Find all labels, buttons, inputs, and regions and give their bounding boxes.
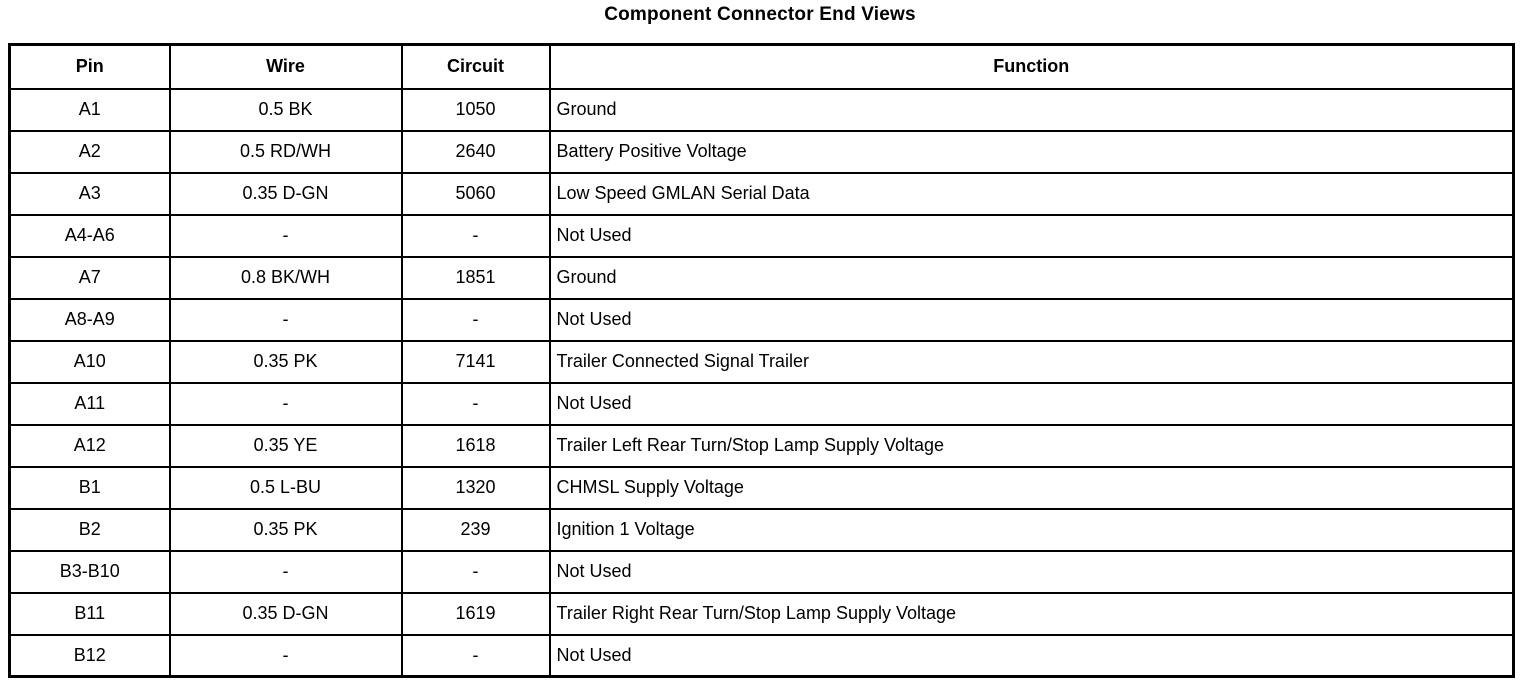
- table-body: [10, 89, 1514, 677]
- table-row: [10, 299, 1514, 341]
- cell-wire: -: [170, 635, 402, 677]
- cell-wire: 0.5 RD/WH: [170, 131, 402, 173]
- cell-circuit: 7141: [402, 341, 550, 383]
- cell-circuit: -: [402, 551, 550, 593]
- table-row: [10, 173, 1514, 215]
- cell-circuit: 1619: [402, 593, 550, 635]
- connector-table-container: [8, 43, 1512, 678]
- column-header-wire: Wire: [170, 45, 402, 89]
- cell-pin: A12: [10, 425, 170, 467]
- cell-wire: 0.8 BK/WH: [170, 257, 402, 299]
- cell-function: Not Used: [550, 551, 1514, 593]
- column-header-function: Function: [550, 45, 1514, 89]
- cell-wire: 0.35 D-GN: [170, 593, 402, 635]
- cell-pin: A7: [10, 257, 170, 299]
- cell-wire: -: [170, 383, 402, 425]
- cell-wire: 0.35 PK: [170, 341, 402, 383]
- page-title: Component Connector End Views: [604, 4, 916, 25]
- cell-pin: B2: [10, 509, 170, 551]
- table-row: [10, 467, 1514, 509]
- cell-pin: B12: [10, 635, 170, 677]
- table-header-row: [10, 45, 1514, 89]
- table-row: [10, 257, 1514, 299]
- cell-function: Not Used: [550, 635, 1514, 677]
- cell-function: Trailer Right Rear Turn/Stop Lamp Supply Voltage: [550, 593, 1514, 635]
- cell-function: Not Used: [550, 383, 1514, 425]
- cell-pin: B3-B10: [10, 551, 170, 593]
- cell-function: Ground: [550, 89, 1514, 131]
- cell-circuit: -: [402, 383, 550, 425]
- table-row: [10, 89, 1514, 131]
- cell-pin: A1: [10, 89, 170, 131]
- cell-wire: 0.35 YE: [170, 425, 402, 467]
- cell-function: Trailer Connected Signal Trailer: [550, 341, 1514, 383]
- cell-circuit: 239: [402, 509, 550, 551]
- cell-circuit: 5060: [402, 173, 550, 215]
- cell-function: Not Used: [550, 299, 1514, 341]
- cell-wire: 0.35 PK: [170, 509, 402, 551]
- cell-function: CHMSL Supply Voltage: [550, 467, 1514, 509]
- cell-pin: A10: [10, 341, 170, 383]
- cell-wire: -: [170, 299, 402, 341]
- cell-circuit: 1851: [402, 257, 550, 299]
- cell-pin: B11: [10, 593, 170, 635]
- cell-function: Battery Positive Voltage: [550, 131, 1514, 173]
- cell-circuit: -: [402, 635, 550, 677]
- cell-circuit: -: [402, 215, 550, 257]
- table-header: [10, 45, 1514, 89]
- cell-pin: B1: [10, 467, 170, 509]
- table-row: [10, 551, 1514, 593]
- cell-wire: -: [170, 551, 402, 593]
- cell-wire: 0.5 BK: [170, 89, 402, 131]
- cell-circuit: -: [402, 299, 550, 341]
- cell-pin: A3: [10, 173, 170, 215]
- table-row: [10, 215, 1514, 257]
- cell-function: Ignition 1 Voltage: [550, 509, 1514, 551]
- cell-circuit: 1320: [402, 467, 550, 509]
- column-header-pin: Pin: [10, 45, 170, 89]
- cell-function: Trailer Left Rear Turn/Stop Lamp Supply Voltage: [550, 425, 1514, 467]
- table-row: [10, 383, 1514, 425]
- connector-pinout-table: [8, 43, 1515, 678]
- cell-circuit: 2640: [402, 131, 550, 173]
- cell-wire: 0.35 D-GN: [170, 173, 402, 215]
- table-row: [10, 341, 1514, 383]
- cell-wire: 0.5 L-BU: [170, 467, 402, 509]
- cell-pin: A2: [10, 131, 170, 173]
- column-header-circuit: Circuit: [402, 45, 550, 89]
- cell-pin: A11: [10, 383, 170, 425]
- cell-function: Low Speed GMLAN Serial Data: [550, 173, 1514, 215]
- cell-function: Not Used: [550, 215, 1514, 257]
- table-row: [10, 131, 1514, 173]
- cell-circuit: 1050: [402, 89, 550, 131]
- cell-pin: A4-A6: [10, 215, 170, 257]
- table-row: [10, 425, 1514, 467]
- table-row: [10, 593, 1514, 635]
- table-row: [10, 509, 1514, 551]
- cell-wire: -: [170, 215, 402, 257]
- cell-circuit: 1618: [402, 425, 550, 467]
- table-row: [10, 635, 1514, 677]
- cell-pin: A8-A9: [10, 299, 170, 341]
- cell-function: Ground: [550, 257, 1514, 299]
